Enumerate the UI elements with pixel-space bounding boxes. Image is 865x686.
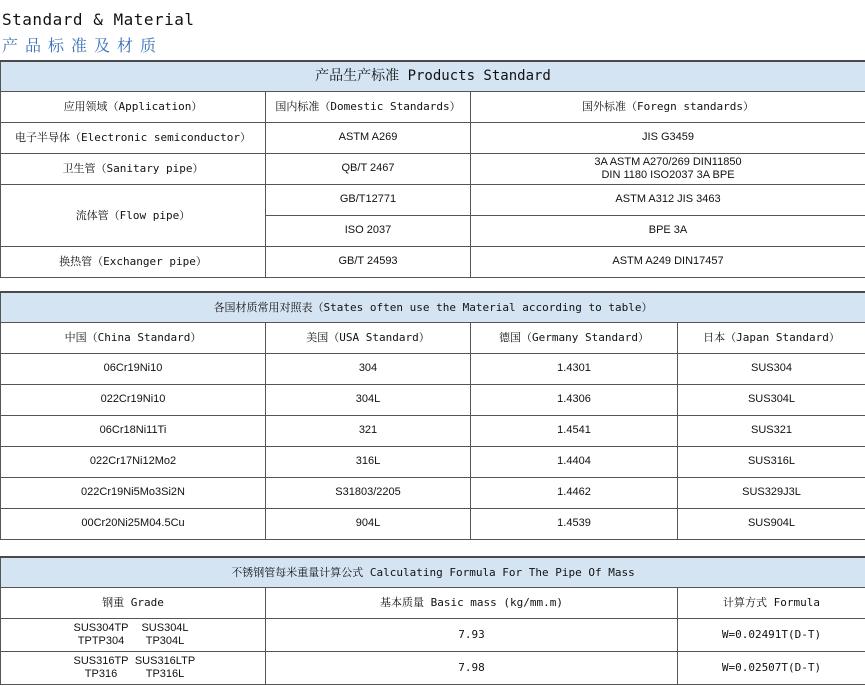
column-header-basic-mass: 基本质量 Basic mass (kg/mm.m) bbox=[266, 587, 678, 618]
usa-cell: 904L bbox=[266, 508, 471, 539]
formula-cell: W=0.02491T(D-T) bbox=[678, 618, 865, 651]
china-cell: 022Cr19Ni10 bbox=[1, 384, 266, 415]
grade-cell bbox=[1, 618, 266, 651]
grade-name: SUS316TP bbox=[73, 654, 129, 667]
application-cell: 换热管（Exchanger pipe） bbox=[1, 246, 266, 277]
usa-cell: 304 bbox=[266, 353, 471, 384]
foreign-line: DIN 1180 ISO2037 3A BPE bbox=[601, 168, 735, 181]
table-row bbox=[1, 246, 865, 277]
foreign-line: 3A ASTM A270/269 DIN11850 bbox=[594, 155, 742, 168]
table-row bbox=[1, 415, 865, 446]
table-row bbox=[1, 618, 865, 651]
domestic-cell: QB/T 2467 bbox=[266, 153, 471, 184]
page-title-cn: 产品标准及材质 bbox=[2, 36, 164, 55]
germany-cell: 1.4539 bbox=[471, 508, 678, 539]
material-comparison-table bbox=[0, 291, 865, 540]
column-header-grade: 钢重 Grade bbox=[1, 587, 266, 618]
foreign-cell: ASTM A249 DIN17457 bbox=[471, 246, 865, 277]
usa-cell: 321 bbox=[266, 415, 471, 446]
grade-name: SUS304L bbox=[141, 621, 189, 634]
china-cell: 022Cr17Ni12Mo2 bbox=[1, 446, 266, 477]
usa-cell: 316L bbox=[266, 446, 471, 477]
table-row bbox=[1, 446, 865, 477]
japan-cell: SUS304 bbox=[678, 353, 865, 384]
germany-cell: 1.4301 bbox=[471, 353, 678, 384]
china-cell: 06Cr19Ni10 bbox=[1, 353, 266, 384]
application-cell: 卫生管（Sanitary pipe） bbox=[1, 153, 266, 184]
application-cell: 电子半导体（Electronic semiconductor） bbox=[1, 122, 266, 153]
germany-cell: 1.4541 bbox=[471, 415, 678, 446]
table-row bbox=[1, 153, 865, 184]
foreign-cell: JIS G3459 bbox=[471, 122, 865, 153]
domestic-cell: ASTM A269 bbox=[266, 122, 471, 153]
column-header-domestic: 国内标准（Domestic Standards） bbox=[266, 91, 471, 122]
japan-cell: SUS304L bbox=[678, 384, 865, 415]
japan-cell: SUS329J3L bbox=[678, 477, 865, 508]
formula-cell: W=0.02507T(D-T) bbox=[678, 651, 865, 684]
column-header-usa: 美国（USA Standard） bbox=[266, 322, 471, 353]
domestic-cell: GB/T12771 bbox=[266, 184, 471, 215]
table-row bbox=[1, 184, 865, 215]
mass-formula-title: 不锈钢管每米重量计算公式 Calculating Formula For The Pipe Of Mass bbox=[1, 557, 865, 587]
basic-mass-cell: 7.93 bbox=[266, 618, 678, 651]
grade-name: SUS316LTP bbox=[134, 654, 196, 667]
table-row bbox=[1, 477, 865, 508]
column-header-china: 中国（China Standard） bbox=[1, 322, 266, 353]
basic-mass-cell: 7.98 bbox=[266, 651, 678, 684]
foreign-cell bbox=[471, 153, 865, 184]
china-cell: 06Cr18Ni11Ti bbox=[1, 415, 266, 446]
grade-name: TP316L bbox=[145, 667, 185, 680]
column-header-germany: 德国（Germany Standard） bbox=[471, 322, 678, 353]
germany-cell: 1.4462 bbox=[471, 477, 678, 508]
foreign-cell: BPE 3A bbox=[471, 215, 865, 246]
column-header-foreign: 国外标准（Foregn standards） bbox=[471, 91, 865, 122]
application-cell: 流体管（Flow pipe） bbox=[1, 184, 266, 246]
grade-name: TP316 bbox=[84, 667, 118, 680]
japan-cell: SUS321 bbox=[678, 415, 865, 446]
domestic-cell: ISO 2037 bbox=[266, 215, 471, 246]
page-title-en: Standard & Material bbox=[2, 10, 195, 29]
table-row bbox=[1, 651, 865, 684]
domestic-cell: GB/T 24593 bbox=[266, 246, 471, 277]
mass-formula-table bbox=[0, 556, 865, 685]
germany-cell: 1.4404 bbox=[471, 446, 678, 477]
table-row bbox=[1, 384, 865, 415]
usa-cell: 304L bbox=[266, 384, 471, 415]
grade-name: SUS304TP bbox=[73, 621, 129, 634]
japan-cell: SUS904L bbox=[678, 508, 865, 539]
grade-name: TPTP304 bbox=[77, 634, 125, 647]
products-standard-title: 产品生产标准 Products Standard bbox=[1, 61, 865, 91]
china-cell: 022Cr19Ni5Mo3Si2N bbox=[1, 477, 266, 508]
table-row bbox=[1, 353, 865, 384]
column-header-formula: 计算方式 Formula bbox=[678, 587, 865, 618]
table-row bbox=[1, 508, 865, 539]
table-row bbox=[1, 122, 865, 153]
material-comparison-title: 各国材质常用对照表（States often use the Material according to table） bbox=[1, 292, 865, 322]
grade-name: TP304L bbox=[145, 634, 185, 647]
usa-cell: S31803/2205 bbox=[266, 477, 471, 508]
foreign-cell: ASTM A312 JIS 3463 bbox=[471, 184, 865, 215]
germany-cell: 1.4306 bbox=[471, 384, 678, 415]
china-cell: 00Cr20Ni25M04.5Cu bbox=[1, 508, 266, 539]
column-header-japan: 日本（Japan Standard） bbox=[678, 322, 865, 353]
japan-cell: SUS316L bbox=[678, 446, 865, 477]
grade-cell bbox=[1, 651, 266, 684]
column-header-application: 应用领域（Application） bbox=[1, 91, 266, 122]
products-standard-table bbox=[0, 60, 865, 278]
